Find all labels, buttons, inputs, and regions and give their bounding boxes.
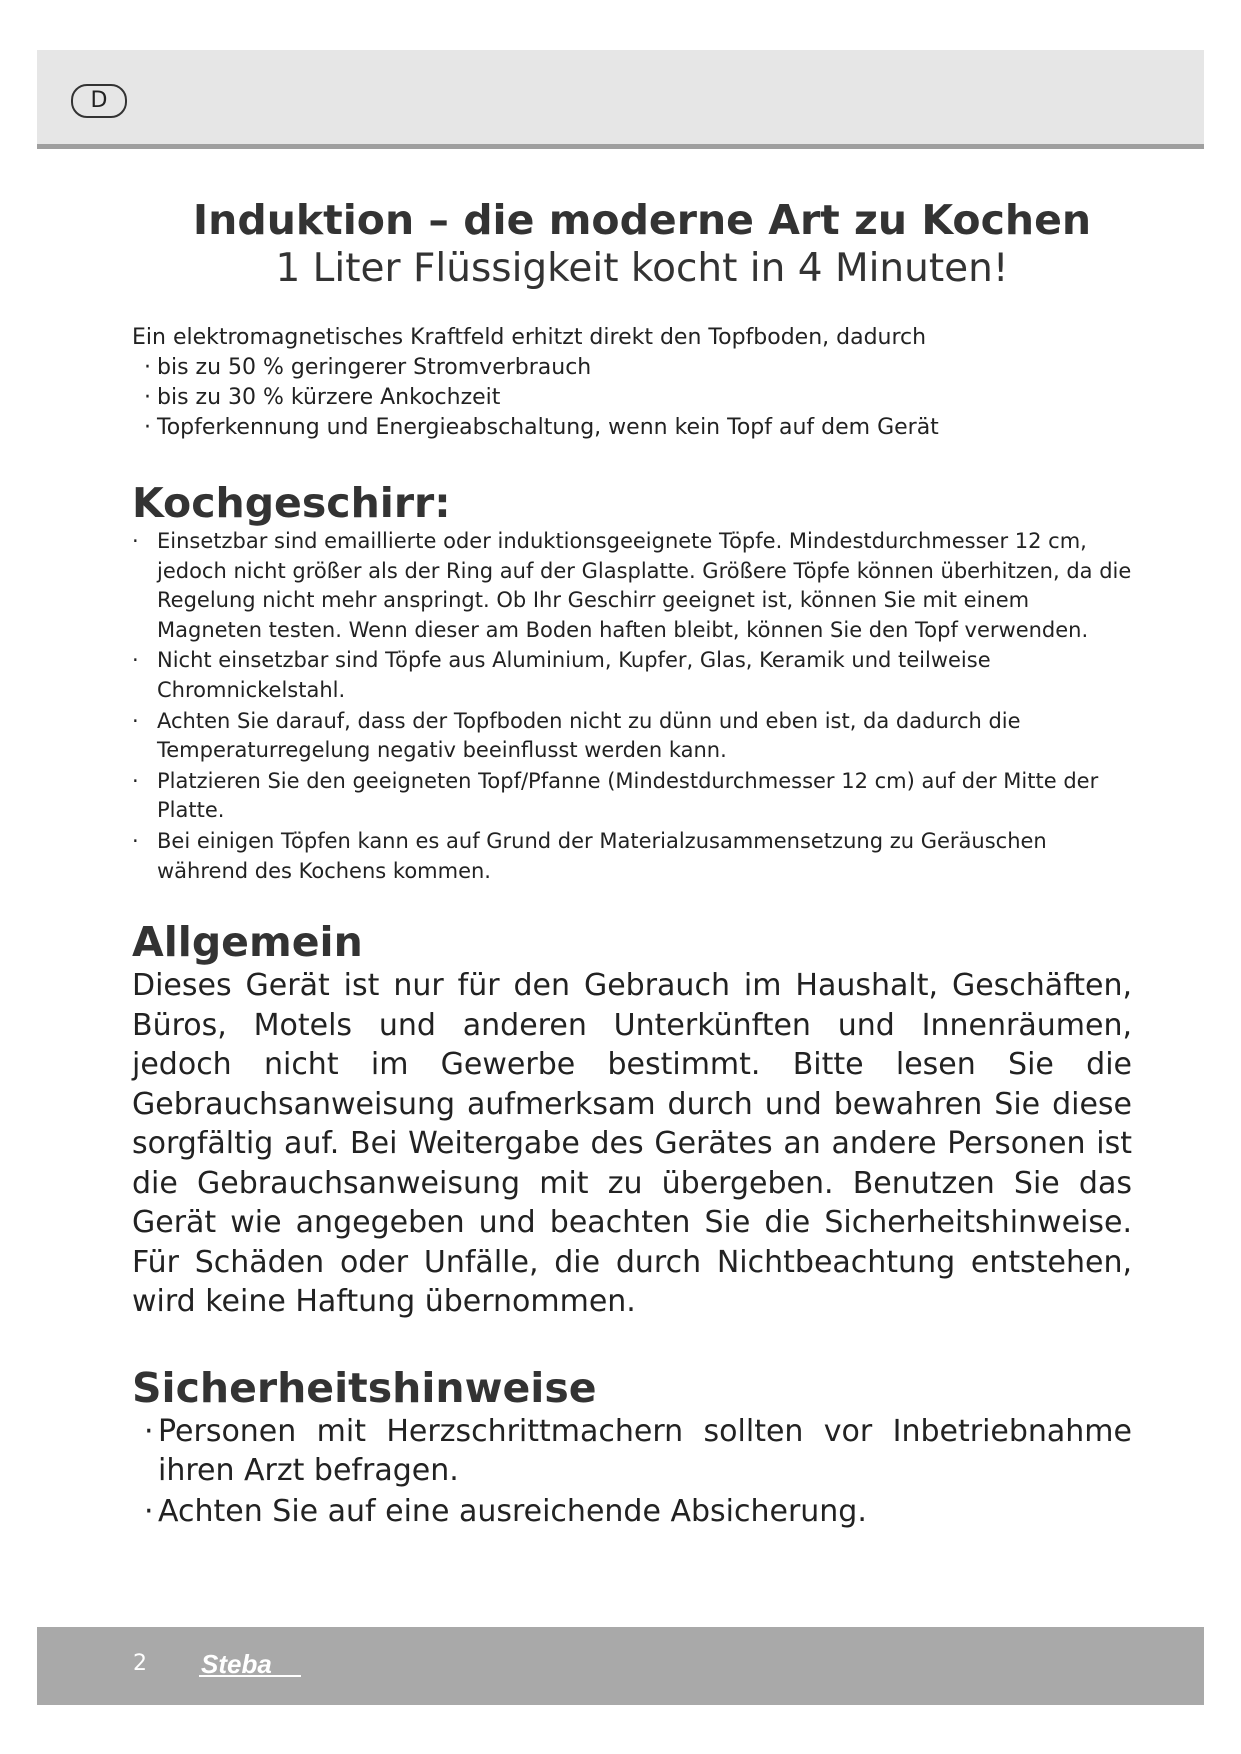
page-number: 2 (133, 1651, 147, 1676)
svg-text:Steba: Steba (201, 1649, 272, 1679)
page-content (132, 195, 1132, 1533)
steba-logo (197, 1645, 317, 1685)
list-item: · Personen mit Herzschrittmachern sollten vor Inbetriebnahme ihren Arzt befragen. (144, 1413, 1132, 1488)
intro-item: · Topferkennung und Energieabschaltung, wenn kein Topf auf dem Gerät (144, 415, 939, 440)
intro-item: · bis zu 50 % geringerer Stromverbrauch (144, 355, 592, 380)
list-item: · Achten Sie auf eine ausreichende Absicherung. (144, 1493, 867, 1529)
intro-list (132, 353, 1132, 443)
page-title: Induktion – die moderne Art zu Kochen (192, 196, 1092, 244)
section-heading-allgemein: Allgemein (132, 918, 363, 967)
sicherheit-list (132, 1412, 1132, 1531)
list-item: · Einsetzbar sind emaillierte oder induktionsgeeignete Töpfe. Mindestdurchmesser 12 cm, jedoch nicht größer als der Ring auf der Glasplatte. Größere Töpfe können überhitzen, da die Regelung nicht mehr anspringt. Ob Ihr Geschirr geeignet ist, können Sie mit einem Magneten testen. Wenn dieser am Boden haften bleibt, können Sie den Topf verwenden. (132, 529, 1132, 642)
list-item: · Achten Sie darauf, dass der Topfboden nicht zu dünn und eben ist, da dadurch die Temperaturregelung negativ beeinflusst werden kann. (132, 708, 1021, 763)
header-bar (37, 50, 1204, 149)
kochgeschirr-list (132, 527, 1132, 886)
intro-item: · bis zu 30 % kürzere Ankochzeit (144, 385, 501, 410)
list-item: · Platzieren Sie den geeigneten Topf/Pfanne (Mindestdurchmesser 12 cm) auf der Mitte der Platte. (132, 768, 1099, 823)
list-item: · Bei einigen Töpfen kann es auf Grund der Materialzusammensetzung zu Geräuschen während des Kochens kommen. (132, 828, 1047, 883)
intro-text: Ein elektromagnetisches Kraftfeld erhitzt direkt den Topfboden, dadurch (132, 325, 927, 350)
language-badge: D (71, 84, 127, 118)
allgemein-paragraph: Dieses Gerät ist nur für den Gebrauch im Haushalt, Geschäften, Büros, Motels und anderen Unterkünften und Innenräumen, jedoch nicht im Gewerbe bestimmt. Bitte lesen Sie die Gebrauchsanweisung aufmerksam durch und bewahren Sie diese sorgfältig auf. Bei Weitergabe des Gerätes an andere Personen ist die Gebrauchsanweisung mit zu übergeben. Benutzen Sie das Gerät wie angegeben und beachten Sie die Sicherheitshinweise. Für Schäden oder Unfälle, die durch Nichtbeachtung entstehen, wird keine Haftung übernommen. (132, 968, 1132, 1320)
list-item: · Nicht einsetzbar sind Töpfe aus Aluminium, Kupfer, Glas, Keramik und teilweise Chromnickelstahl. (132, 648, 991, 702)
page-subtitle: 1 Liter Flüssigkeit kocht in 4 Minuten! (275, 246, 1009, 291)
section-heading-kochgeschirr: Kochgeschirr: (132, 479, 451, 527)
footer-bar (37, 1627, 1204, 1705)
section-heading-sicherheitshinweise: Sicherheitshinweise (132, 1363, 597, 1412)
